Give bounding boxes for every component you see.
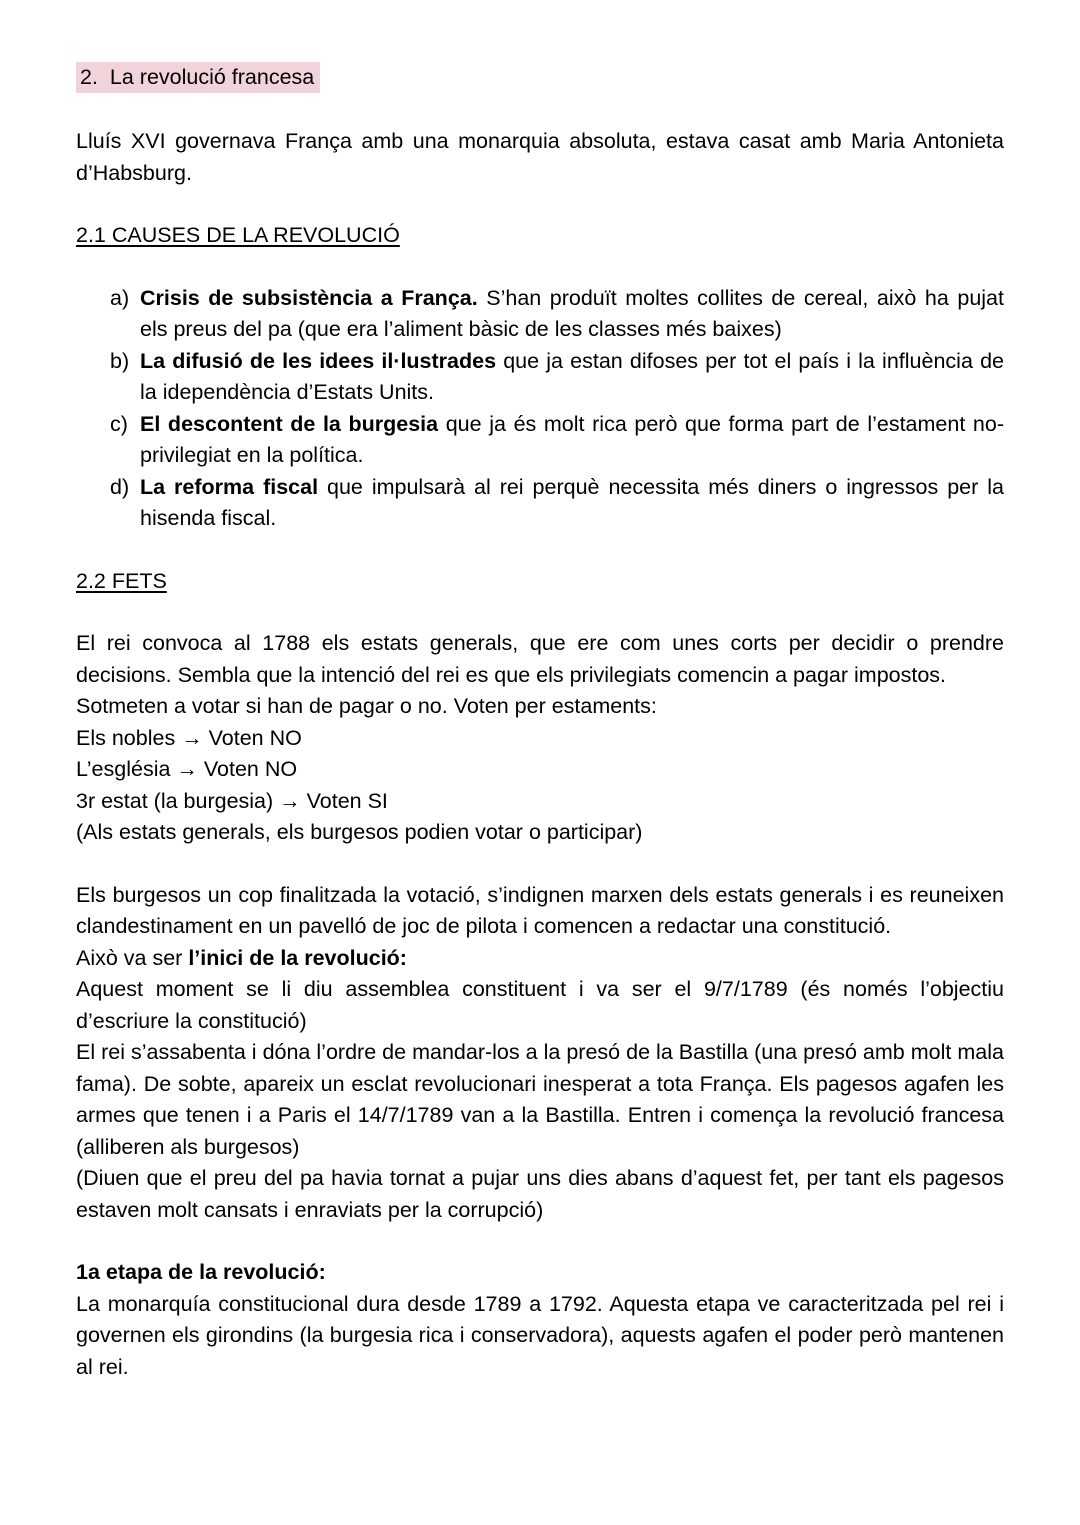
list-item-text: que impulsarà al rei perquè necessita més diners o ingressos per la hisenda fiscal. [140, 474, 1004, 530]
revolution-start-line [76, 943, 1004, 975]
causes-heading: 2.1 CAUSES DE LA REVOLUCIÓ [76, 223, 400, 247]
spacer [76, 849, 1004, 880]
section-title [76, 62, 1004, 93]
facts-paragraph-2: Els burgesos un cop finalitzada la votació, s’indignen marxen dels estats generals i es reuneixen clandestinament en un pavelló de joc de pilota i comencen a redactar una constitució. [76, 882, 1004, 938]
spacer [76, 597, 1004, 628]
list-item-marker: b) [110, 348, 130, 373]
revolution-start-bold: l’inici de la revolució: [188, 945, 407, 970]
list-item-bold: La difusió de les idees il·lustrades [140, 348, 497, 373]
list-item-text: que ja és molt rica però que forma part de l’estament no-privilegiat en la política. [140, 411, 1004, 467]
assembly-paragraph: Aquest moment se li diu assemblea constituent i va ser el 9/7/1789 (és només l’objectiu d’escriure la constitució) [76, 977, 1004, 1033]
list-item-text: S’han produït moltes collites de cereal, això ha pujat els preus del pa (que era l’aliment bàsic de les classes més baixes) [140, 285, 1004, 341]
vote-line-third-estate: 3r estat (la burgesia) → Voten SI [76, 788, 388, 813]
list-item [76, 472, 1004, 535]
list-item-text: que ja estan difoses per tot el país i la influència de la idependència d’Estats Units. [140, 348, 1004, 404]
vote-line-church: L’església → Voten NO [76, 757, 298, 781]
vote-line-note: (Als estats generals, els burgesos podien votar o participar) [76, 820, 643, 844]
list-item [76, 409, 1004, 472]
list-item-bold: La reforma fiscal [140, 474, 319, 499]
list-item-marker: a) [110, 285, 130, 310]
list-item [76, 283, 1004, 346]
stage-paragraph: La monarquía constitucional dura desde 1789 a 1792. Aquesta etapa ve caracteritzada pel rei i governen els girondins (la burgesia rica i conservadora), aquests agafen el poder però mantenen al rei. [76, 1291, 1004, 1379]
bread-price-note: (Diuen que el preu del pa havia tornat a pujar uns dies abans d’aquest fet, per tant els pagesos estaven molt cansats i enraviats per la corrupció) [76, 1166, 1004, 1222]
facts-heading-wrap [76, 566, 1004, 598]
causes-heading-wrap [76, 220, 1004, 252]
section-title-highlight [76, 62, 320, 93]
list-item-bold: Crisis de subsistència a França. [140, 285, 478, 310]
spacer [76, 535, 1004, 566]
facts-heading: 2.2 FETS [76, 568, 167, 593]
vote-line-nobles: Els nobles → Voten NO [76, 725, 302, 750]
spacer [76, 93, 1004, 126]
list-item-marker: d) [110, 474, 130, 499]
causes-list [76, 283, 1004, 535]
spacer [76, 189, 1004, 220]
stage-heading [76, 1257, 1004, 1289]
stage-heading-text: 1a etapa de la revolució: [76, 1260, 326, 1284]
revolution-start-prefix: Això va ser [76, 945, 189, 970]
spacer [76, 1226, 1004, 1257]
section-title-gap [98, 65, 110, 89]
facts-paragraph-1: El rei convoca al 1788 els estats generals, que ere com unes corts per decidir o prendre decisions. Sembla que la intenció del rei es que els privilegiats comencin a pagar impostos. [76, 631, 1004, 687]
bastille-paragraph: El rei s’assabenta i dóna l’ordre de mandar-los a la presó de la Bastilla (una presó amb molt mala fama). De sobte, apareix un esclat revolucionari inesperat a tota França. Els pagesos agafen les armes que tenen i a Paris el 14/7/1789 van a la Bastilla. Entren i comença la revolució francesa (alliberen als burgesos) [76, 1040, 1004, 1159]
section-title-number: 2. [80, 65, 98, 89]
vote-intro: Sotmeten a votar si han de pagar o no. Voten per estaments: [76, 694, 657, 718]
list-item-bold: El descontent de la burgesia [140, 411, 439, 436]
section-title-text: La revolució francesa [109, 65, 315, 89]
intro-paragraph: Lluís XVI governava França amb una monarquia absoluta, estava casat amb Maria Antonieta d’Habsburg. [76, 129, 1004, 185]
spacer [76, 252, 1004, 283]
document-body [76, 62, 1004, 1383]
list-item [76, 346, 1004, 409]
list-item-marker: c) [110, 411, 128, 436]
